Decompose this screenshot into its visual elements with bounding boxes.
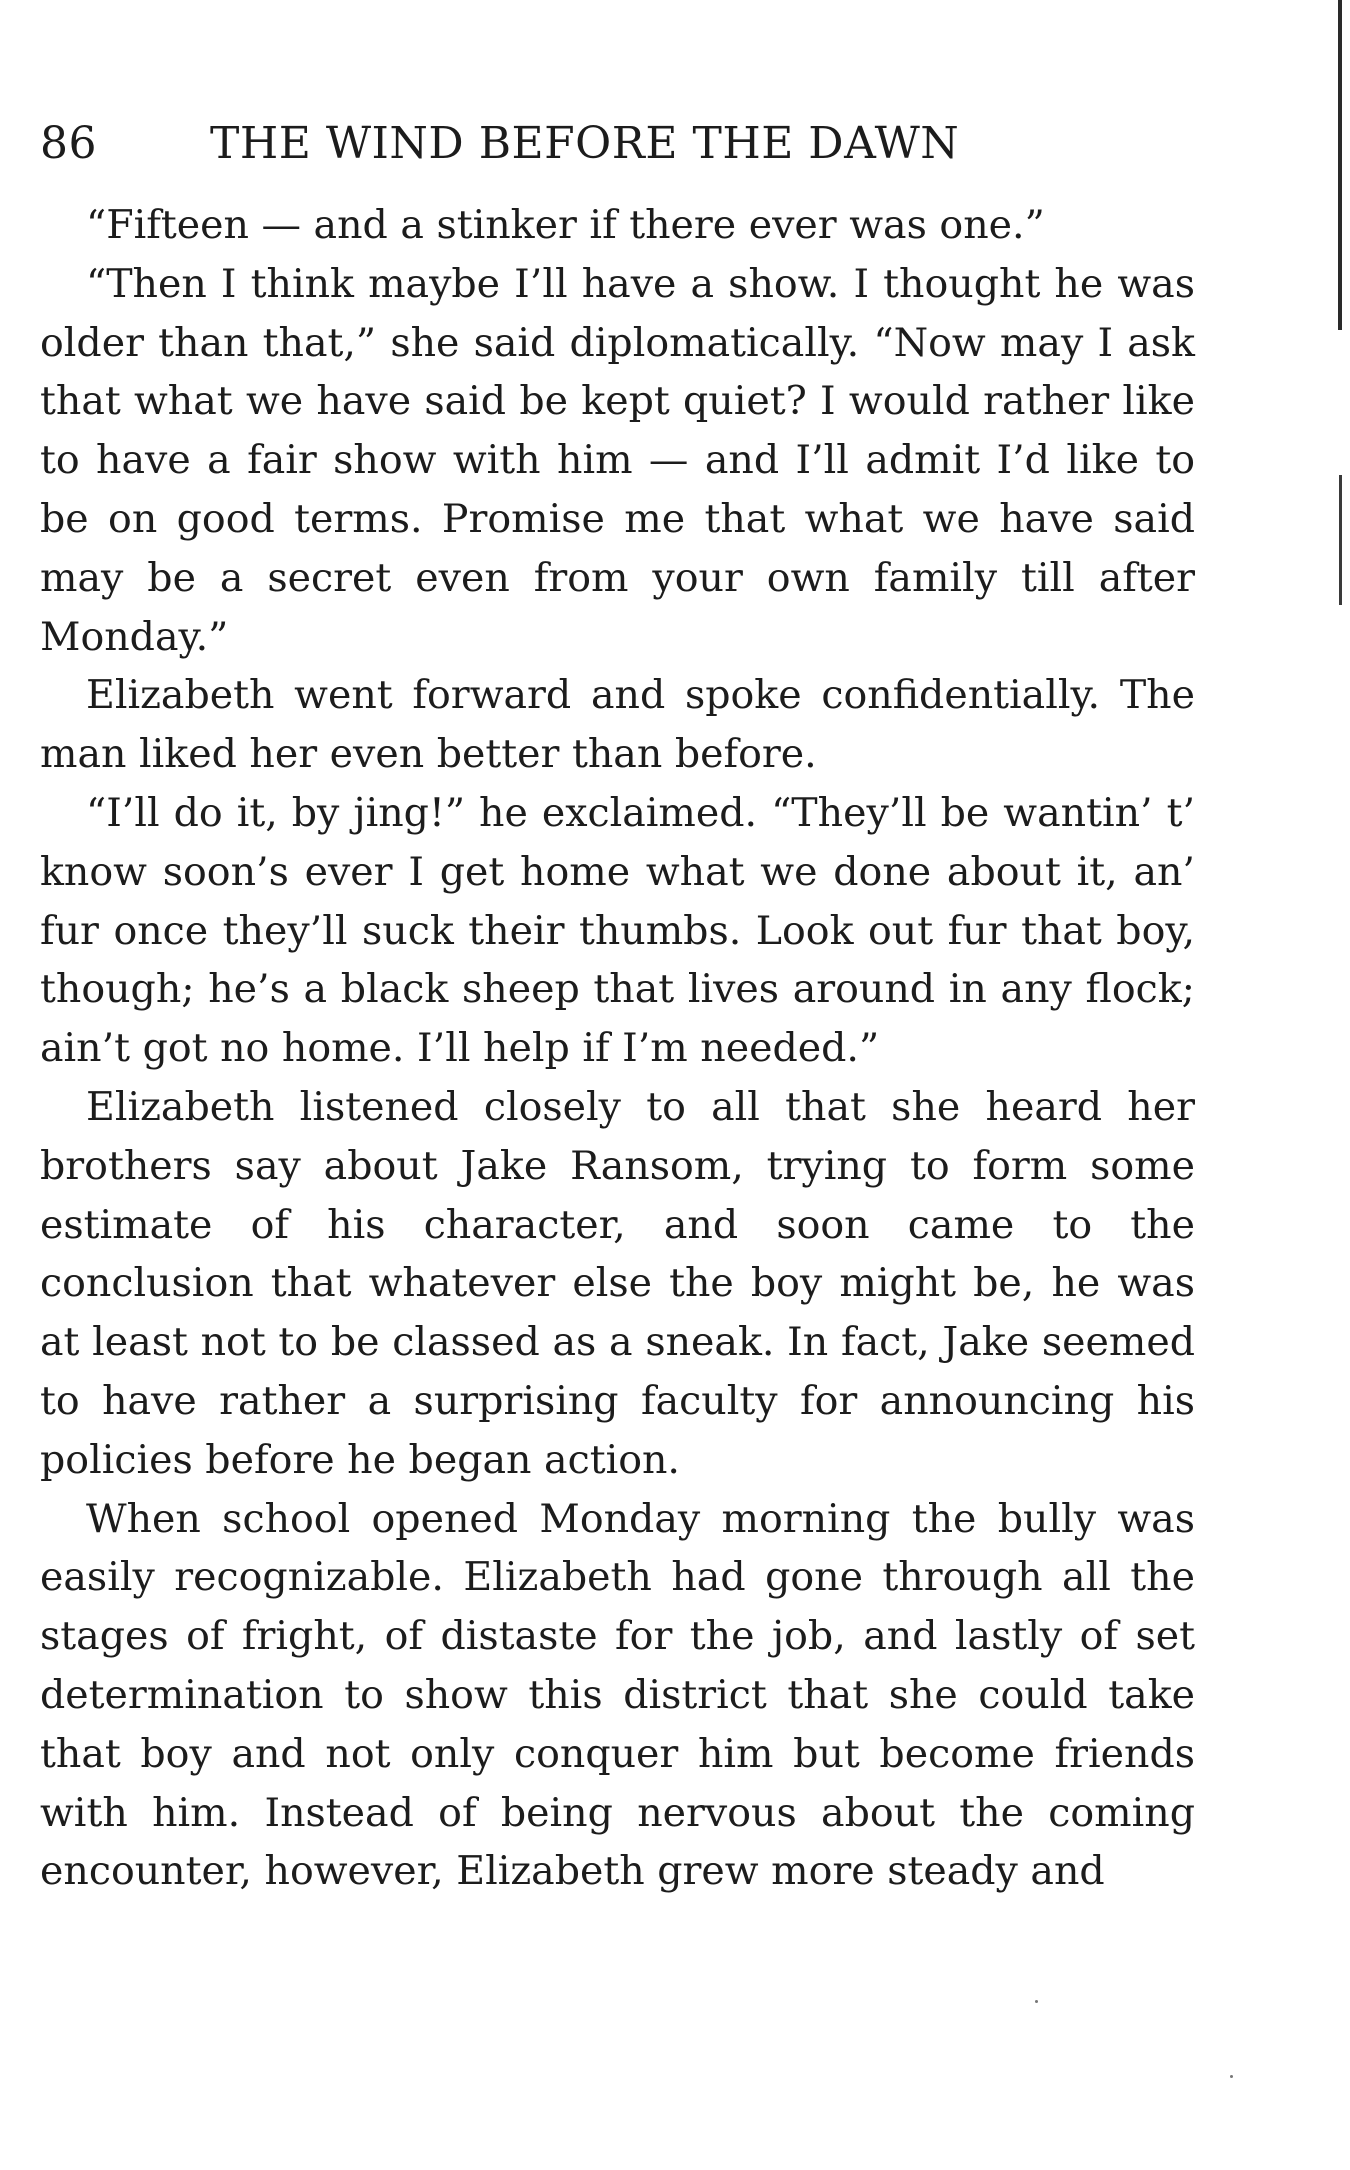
book-title: THE WIND BEFORE THE DAWN — [210, 118, 960, 169]
running-head — [40, 118, 1220, 178]
paragraph: Elizabeth listened closely to all that she heard her brothers say about Jake Ransom, trying to form some estimate of his character, and soon came to the conclusion that whatever else the boy might be, he was at least not to be classed as a sneak. In fact, Jake seemed to have rather a surprising faculty for announcing his policies before he began action. — [40, 1083, 1195, 1483]
body-text — [40, 196, 1195, 1901]
page-edge-shadow — [1338, 0, 1342, 330]
paragraph: When school opened Monday morning the bully was easily recognizable. Elizabeth had gone through all the stages of fright, of distaste for the job, and lastly of set determination to show this district that she could take that boy and not only conquer him but become friends with him. Instead of being nervous about the coming encounter, however, Elizabeth grew more steady and — [40, 1495, 1195, 1895]
paragraph: Elizabeth went forward and spoke confidentially. The man liked her even better than before. — [40, 672, 1195, 778]
paragraph: “I’ll do it, by jing!” he exclaimed. “They’ll be wantin’ t’ know soon’s ever I get home what we done about it, an’ fur once they’ll suck their thumbs. Look out fur that boy, though; he’s a black sheep that lives around in any flock; ain’t got no home. I’ll help if I’m needed.” — [40, 789, 1195, 1072]
paper-speck — [1230, 2075, 1233, 2078]
paper-speck — [1035, 2000, 1038, 2003]
paragraph: “Fifteen — and a stinker if there ever was one.” — [86, 202, 1045, 248]
page-edge-shadow-lower — [1339, 475, 1342, 605]
paragraph: “Then I think maybe I’ll have a show. I thought he was older than that,” she said diplomatically. “Now may I ask that what we have said be kept quiet? I would rather like to have a fair show with him — and I’ll admit I’d like to be on good terms. Promise me that what we have said may be a secret even from your own family till after Monday.” — [40, 260, 1195, 660]
page-number: 86 — [40, 118, 97, 169]
